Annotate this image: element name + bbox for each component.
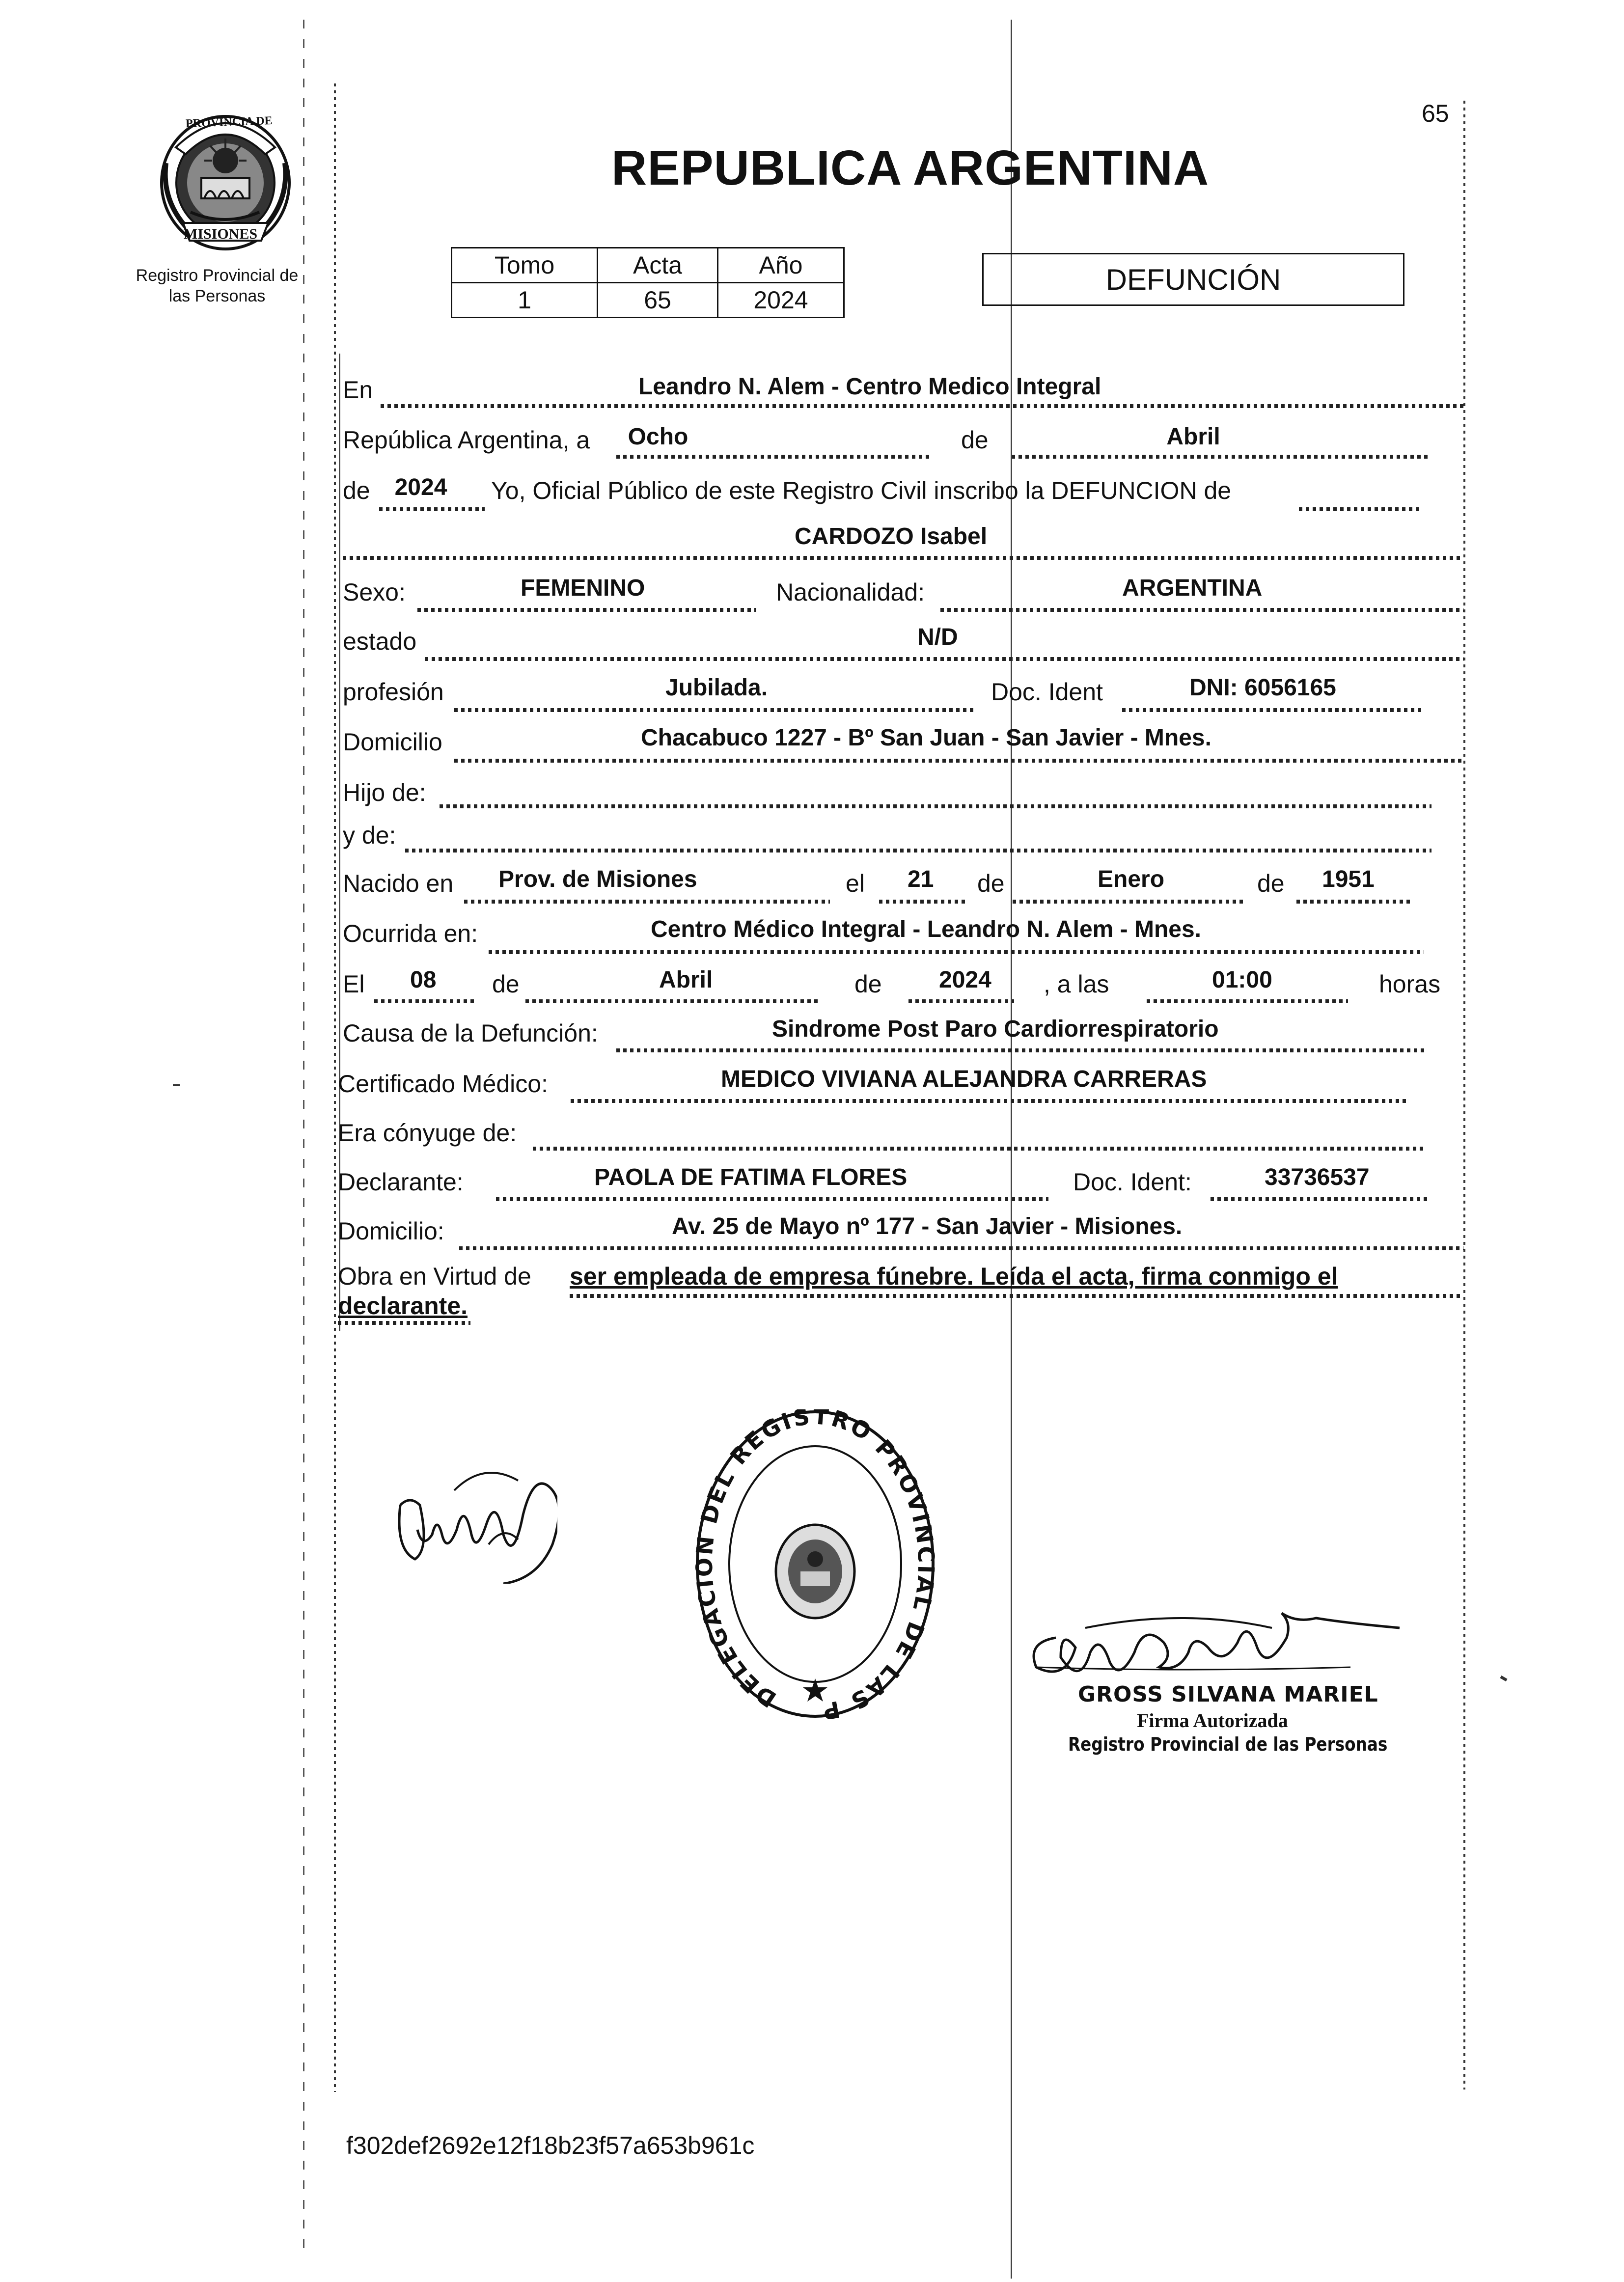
death-time-dotted-line	[1147, 999, 1348, 1003]
profesion-value: Jubilada.	[665, 675, 768, 701]
birth-day-dotted-line	[879, 900, 965, 904]
official-signature-scribble	[1026, 1608, 1449, 1682]
signatory-organization: Registro Provincial de las Personas	[1068, 1733, 1388, 1755]
domicilio-dotted-line	[454, 759, 1463, 763]
declarante-doc-value: 33736537	[1265, 1164, 1370, 1190]
domicilio-label: Domicilio	[343, 728, 442, 756]
declarante-domicilio-dotted-line	[459, 1246, 1463, 1250]
birth-el-label: el	[846, 870, 865, 897]
nacionalidad-dotted-line	[940, 608, 1463, 612]
causa-value: Sindrome Post Paro Cardiorrespiratorio	[772, 1016, 1219, 1042]
sexo-label: Sexo:	[343, 578, 406, 606]
signatory-role: Firma Autorizada	[1137, 1709, 1288, 1732]
place-dotted-line	[381, 404, 1463, 408]
birthplace-dotted-line	[464, 900, 830, 904]
margin-mark	[1500, 1676, 1507, 1681]
conyuge-dotted-line	[533, 1147, 1424, 1151]
reference-header-row	[452, 248, 844, 283]
doc-ident-value: DNI: 6056165	[1189, 675, 1336, 701]
deceased-name-value: CARDOZO Isabel	[795, 523, 988, 550]
record-type-box: DEFUNCIÓN	[982, 253, 1404, 306]
death-de-label: de	[492, 970, 520, 998]
declarante-domicilio-label: Domicilio:	[338, 1217, 444, 1245]
death-place-dotted-line	[489, 950, 1424, 954]
obra-en-virtud-label: Obra en Virtud de	[338, 1263, 531, 1290]
certificado-value: MEDICO VIVIANA ALEJANDRA CARRERAS	[721, 1066, 1207, 1092]
estado-label: estado	[343, 628, 417, 655]
obra-dotted-line	[570, 1294, 1463, 1298]
de-label: de	[961, 426, 989, 454]
right-border-line	[1463, 101, 1465, 2090]
obra-line2-dotted-line	[338, 1321, 470, 1325]
doc-ident-dotted-line	[1122, 708, 1422, 712]
left-border-line	[334, 83, 336, 2092]
profesion-dotted-line	[454, 708, 975, 712]
conyuge-label: Era cónyuge de:	[338, 1119, 517, 1147]
nacionalidad-value: ARGENTINA	[1122, 575, 1263, 601]
a-las-label: , a las	[1044, 970, 1109, 998]
obra-value-line2: declarante.	[338, 1292, 468, 1320]
profesion-label: profesión	[343, 678, 444, 706]
declarante-value: PAOLA DE FATIMA FLORES	[594, 1164, 908, 1190]
republica-label: República Argentina, a	[343, 426, 590, 454]
year-dotted-line	[379, 507, 485, 511]
doc-ident-label: Doc. Ident	[991, 678, 1103, 706]
seal-top-text: PROVINCIA DE	[185, 114, 273, 131]
birth-month-dotted-line	[1013, 900, 1243, 904]
year-value: 2024	[394, 474, 447, 500]
stamp-ring-text: DELEGAC DEL REGISTRO PROVI L DE LAS P	[695, 1409, 936, 1719]
nacido-en-label: Nacido en	[343, 870, 454, 897]
year-de-label: de	[343, 477, 370, 504]
birth-year-value: 1951	[1322, 866, 1375, 892]
org-caption-line2: las Personas	[168, 287, 266, 305]
death-day-dotted-line	[374, 999, 475, 1003]
place-value: Leandro N. Alem - Centro Medico Integral	[638, 374, 1101, 400]
hijo-de-dotted-line	[440, 804, 1431, 808]
tomo-value: 1	[452, 283, 598, 318]
statement-dotted-line	[1299, 507, 1422, 511]
en-label: En	[343, 376, 373, 404]
death-place-value: Centro Médico Integral - Leandro N. Alem - Mnes.	[651, 916, 1202, 942]
reference-table	[451, 247, 845, 318]
y-de-label: y de:	[343, 822, 396, 849]
birth-month-value: Enero	[1098, 866, 1165, 892]
name-dotted-line	[343, 556, 1462, 560]
acta-value: 65	[598, 283, 718, 318]
declarante-label: Declarante:	[338, 1168, 464, 1196]
registration-statement: Yo, Oficial Público de este Registro Civil inscribo la DEFUNCION de	[491, 477, 1232, 504]
declarante-dotted-line	[496, 1197, 1048, 1201]
anio-header: Año	[718, 248, 844, 283]
declarante-doc-dotted-line	[1211, 1197, 1429, 1201]
nacionalidad-label: Nacionalidad:	[776, 578, 925, 606]
death-year-de-label: de	[854, 970, 882, 998]
death-time-value: 01:00	[1212, 967, 1272, 993]
sexo-value: FEMENINO	[521, 575, 645, 601]
death-el-label: El	[343, 970, 365, 998]
hijo-de-label: Hijo de:	[343, 779, 426, 806]
death-month-dotted-line	[525, 999, 818, 1003]
month-dotted-line	[1012, 455, 1429, 459]
margin-mark	[173, 1084, 180, 1086]
page-title: REPUBLICA ARGENTINA	[611, 140, 1210, 195]
seal-bottom-text: MISIONES	[184, 226, 258, 242]
anio-value: 2024	[718, 283, 844, 318]
left-margin-dashed-line	[303, 20, 304, 2259]
org-caption	[129, 265, 305, 306]
estado-dotted-line	[425, 657, 1463, 661]
declarante-domicilio-value: Av. 25 de Mayo nº 177 - San Javier - Misiones.	[672, 1213, 1183, 1239]
estado-value: N/D	[917, 624, 958, 650]
day-word-value: Ocho	[628, 424, 688, 450]
declarant-signature	[390, 1456, 557, 1584]
reference-value-row	[452, 283, 844, 318]
ocurrida-en-label: Ocurrida en:	[343, 920, 478, 947]
death-day-value: 08	[410, 967, 437, 993]
document-hash: f302def2692e12f18b23f57a653b961c	[346, 2132, 755, 2159]
birth-year-dotted-line	[1296, 900, 1412, 904]
birth-de-label: de	[977, 870, 1005, 897]
domicilio-value: Chacabuco 1227 - Bº San Juan - San Javier - Mnes.	[641, 725, 1211, 751]
month-word-value: Abril	[1166, 424, 1220, 450]
birth-day-value: 21	[908, 866, 934, 892]
sexo-dotted-line	[417, 608, 756, 612]
y-de-dotted-line	[405, 849, 1431, 852]
death-month-value: Abril	[659, 967, 713, 993]
org-caption-line1: Registro Provincial de	[136, 266, 299, 285]
causa-dotted-line	[616, 1048, 1424, 1052]
signatory-name: GROSS SILVANA MARIEL	[1078, 1682, 1378, 1707]
certificado-label: Certificado Médico:	[338, 1070, 548, 1098]
birth-year-de-label: de	[1257, 870, 1285, 897]
death-year-value: 2024	[939, 967, 991, 993]
certificado-dotted-line	[571, 1099, 1408, 1103]
birthplace-value: Prov. de Misiones	[498, 866, 697, 892]
causa-label: Causa de la Defunción:	[343, 1019, 598, 1047]
death-year-dotted-line	[908, 999, 1014, 1003]
horas-label: horas	[1379, 970, 1441, 998]
page-number: 65	[1422, 100, 1449, 127]
tomo-header: Tomo	[452, 248, 598, 283]
day-dotted-line	[616, 455, 931, 459]
acta-header: Acta	[598, 248, 718, 283]
obra-value-line1: ser empleada de empresa fúnebre. Leída el acta, firma conmigo el	[570, 1263, 1338, 1290]
official-stamp	[695, 1409, 936, 1719]
declarante-doc-label: Doc. Ident:	[1073, 1168, 1192, 1196]
